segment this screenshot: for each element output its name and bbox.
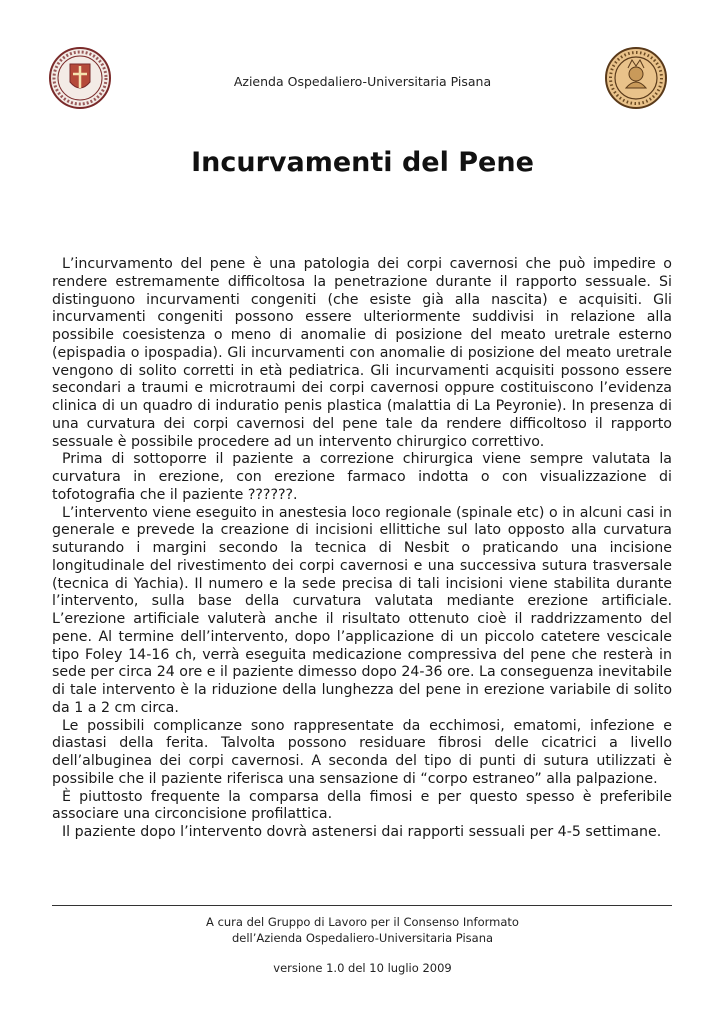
footer bbox=[0, 915, 725, 946]
version-label: versione 1.0 del 10 luglio 2009 bbox=[273, 961, 452, 975]
paragraph: Le possibili complicanze sono rappresentate da ecchimosi, ematomi, infezione e diastasi della ferita. Talvolta possono residuare fibrosi delle cicatrici a livello dell’albuginea dei corpi cavernosi. A seconda del tipo di punti di sutura utilizzati è possibile che il paziente riferisca una sensazione di “corpo estraneo” alla palpazione. bbox=[52, 717, 672, 787]
footer-line: dell’Azienda Ospedaliero-Universitaria Pisana bbox=[231, 930, 494, 945]
paragraph: Il paziente dopo l’intervento dovrà astenersi dai rapporti sessuali per 4-5 settimane. bbox=[62, 824, 662, 840]
paragraph: L’intervento viene eseguito in anestesia loco regionale (spinale etc) o in alcuni casi in generale e prevede la creazione di incisioni ellittiche sul lato opposto alla curvatura suturando i margini secondo la tecnica di Nesbit o praticando una incisione longitudinale del rivestimento dei corpi cavernosi e una successiva sutura trasversale (tecnica di Yachia). Il numero e la sede precisa di tali incisioni viene stabilita durante l’intervento, sulla base della curvatura valutata mediante erezione artificiale. L’erezione artificiale valuterà anche il risultato ottenuto cioè il raddrizzamento del pene. Al termine dell’intervento, dopo l’applicazione di un piccolo catetere vescicale tipo Foley 14-16 ch, verrà eseguita medicazione compressiva del pene che resterà in sede per circa 24 ore e il paziente dimesso dopo 24-36 ore. La conseguenza inevitabile di tale intervento è la riduzione della lunghezza del pene in erezione variabile di solito da 1 a 2 cm circa. bbox=[52, 504, 672, 716]
paragraph: L’incurvamento del pene è una patologia dei corpi cavernosi che può impedire o rendere estremamente difficoltosa la penetrazione durante il rapporto sessuale. Si distinguono incurvamenti congeniti (che esiste già alla nascita) e acquisiti. Gli incurvamenti congeniti possono essere ulteriormente suddivisi in relazione alla possibile coesistenza o meno di anomalie di posizione del meato uretrale esterno (epispadia o ipospadia). Gli incurvamenti con anomalie di posizione del meato uretrale vengono di solito corretti in età pediatrica. Gli incurvamenti acquisiti possono essere secondari a traumi e microtraumi dei corpi cavernosi oppure costituiscono l’evidenza clinica di un quadro di induratio penis plastica (malattia di La Peyronie). In presenza di una curvatura dei corpi cavernosi del pene tale da rendere difficoltoso il rapporto sessuale è possibile procedere ad un intervento chirurgico correttivo. bbox=[52, 256, 672, 450]
footer-divider bbox=[52, 905, 672, 906]
institution-name: Azienda Ospedaliero-Universitaria Pisana bbox=[233, 74, 492, 89]
footer-line: A cura del Gruppo di Lavoro per il Consenso Informato bbox=[206, 915, 519, 929]
paragraph: È piuttosto frequente la comparsa della fimosi e per questo spesso è preferibile associare una circoncisione profilattica. bbox=[52, 788, 672, 823]
page-title: Incurvamenti del Pene bbox=[191, 147, 534, 178]
paragraph: Prima di sottoporre il paziente a correzione chirurgica viene sempre valutata la curvatura in erezione, con erezione farmaco indotta o con visualizzazione di tofotografia che il paziente ??????. bbox=[52, 451, 672, 503]
document-body bbox=[52, 256, 672, 842]
